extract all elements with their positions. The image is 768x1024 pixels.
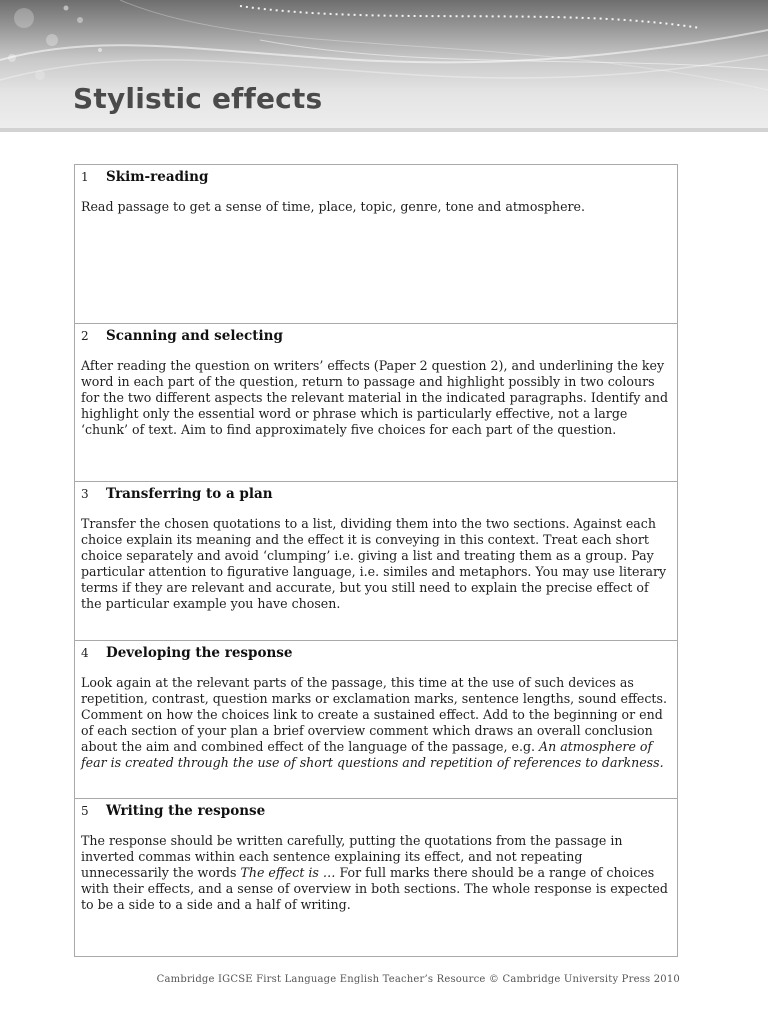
step-heading: Developing the response [106,644,293,661]
step-number: 4 [81,645,89,660]
step-body-quote: The effect is … [240,865,336,880]
step-body-example: An atmosphere of fear is created through the use of short questions and repetition of references to darkness. [81,738,664,770]
step-body [81,675,671,771]
step-body-text: Look again at the relevant parts of the passage, this time at the use of such devices as repetition, contrast, question marks or exclamation marks, sentence lengths, sound effects. Comment on how the choices link to create a sustained effect. Add to the beginning or end of each section of your plan a brief overview comment which draws an overall conclusion about the aim and combined effect of the language of the passage, e.g. [81,674,667,754]
step-body: Read passage to get a sense of time, place, topic, genre, tone and atmosphere. [81,199,586,214]
step-heading: Skim-reading [106,169,209,185]
step-transferring-to-a-plan [75,482,677,641]
step-heading: Scanning and selecting [106,327,283,344]
step-developing-the-response [75,641,677,800]
page-footer: Cambridge IGCSE First Language English Teacher’s Resource © Cambridge University Press 2010 [156,974,680,985]
step-writing-the-response [75,799,677,956]
page-title: Stylistic effects [73,82,323,115]
step-body: After reading the question on writers’ effects (Paper 2 question 2), and underlining the key word in each part of the question, return to passage and highlight possibly in two colours for the two different aspects the relevant material in the indicated paragraphs. Identify and highlight only the essential word or phrase which is particularly effective, not a large ‘chunk’ of text. Aim to find approximately five choices for each part of the question. [81,357,669,437]
banner-divider [0,128,768,132]
step-body: Transfer the chosen quotations to a list, dividing them into the two sections. Against each choice explain its meaning and the effect it is conveying in this context. Treat each short choice separately and avoid ‘clumping’ i.e. giving a list and treating them as a group. Pay particular attention to figurative language, i.e. similes and metaphors. You may use literary terms if they are relevant and accurate, but you still need to explain the precise effect of the particular example you have chosen. [81,516,667,611]
step-skim-reading [75,165,677,324]
step-body-text: The response should be written carefully, putting the quotations from the passage in inverted commas within each sentence explaining its effect, and not repeating unnecessarily the words [81,833,623,880]
step-number: 1 [81,170,89,184]
step-number: 5 [81,804,89,818]
step-heading: Transferring to a plan [106,486,273,502]
step-scanning-and-selecting [75,324,677,483]
step-body-text-end: For full marks there should be a range of choices with their effects, and a sense of overview in both sections. The whole response is expected to be a side to a side and a half of writing. [81,865,668,912]
step-body [81,833,671,913]
step-number: 3 [81,487,89,501]
step-number: 2 [81,328,89,343]
header-banner [0,0,768,132]
step-heading: Writing the response [106,803,266,819]
steps-table [74,164,678,957]
